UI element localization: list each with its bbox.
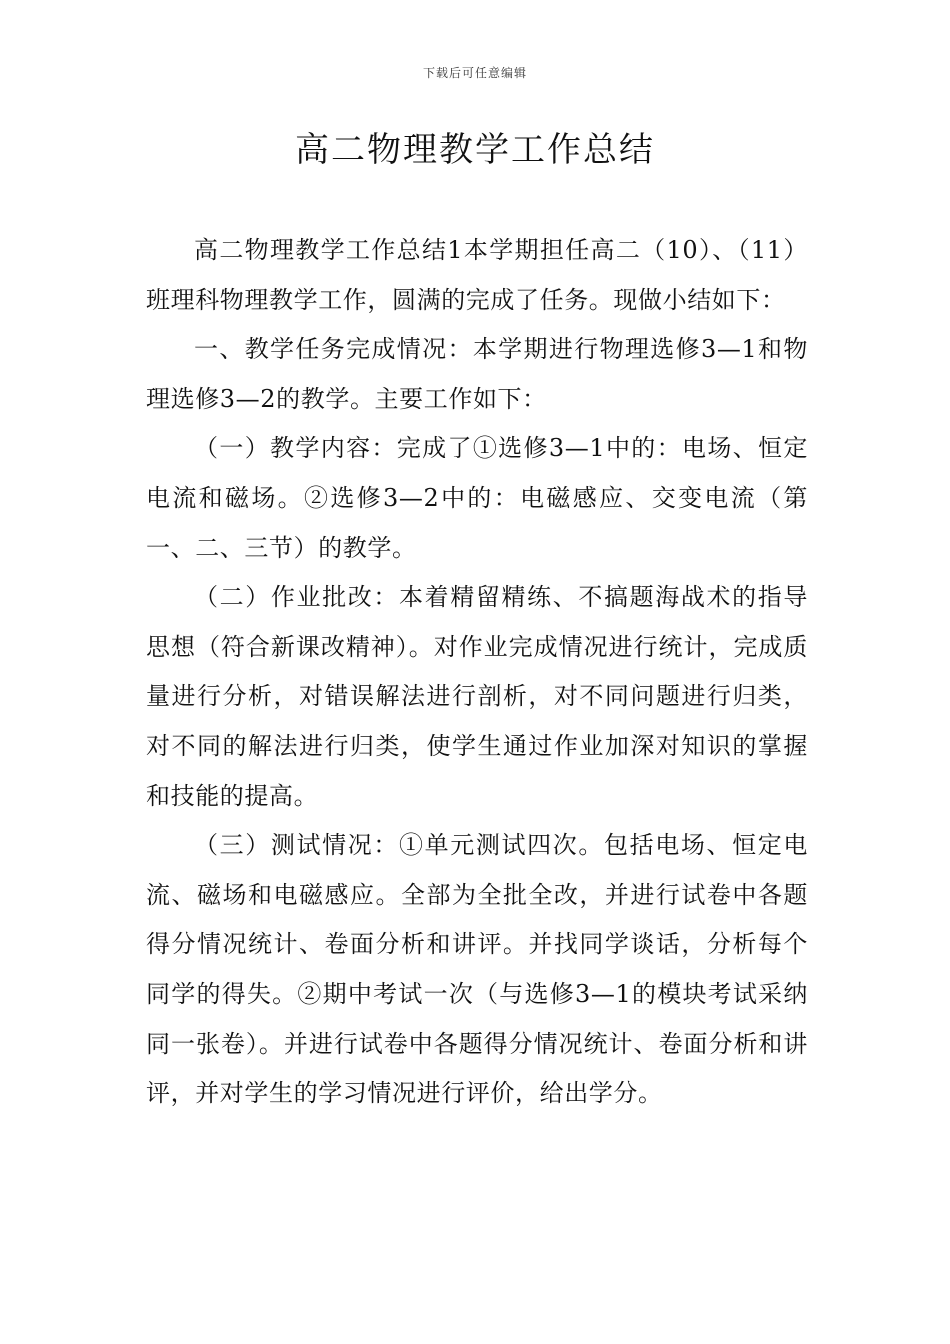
header-note: 下载后可任意编辑 <box>422 66 527 80</box>
document-body <box>146 226 808 1119</box>
paragraph-section-1: 一、教学任务完成情况：本学期进行物理选修3—1和物理选修3—2的教学。主要工作如下： <box>146 335 808 413</box>
paragraph-teaching-content: （一）教学内容：完成了①选修3—1中的：电场、恒定电流和磁场。②选修3—2中的：电磁感应、交变电流（第一、二、三节）的教学。 <box>146 434 808 562</box>
document-title: 高二物理教学工作总结 <box>295 130 655 170</box>
paragraph-testing: （三）测试情况：①单元测试四次。包括电场、恒定电流、磁场和电磁感应。全部为全批全改，并进行试卷中各题得分情况统计、卷面分析和讲评。并找同学谈话，分析每个同学的得失。②期中考试一次（与选修3—1的模块考试采纳同一张卷）。并进行试卷中各题得分情况统计、卷面分析和讲评，并对学生的学习情况进行评价，给出学分。 <box>146 831 808 1108</box>
paragraph-homework-grading: （二）作业批改：本着精留精练、不搞题海战术的指导思想（符合新课改精神）。对作业完成情况进行统计，完成质量进行分析，对错误解法进行剖析，对不同问题进行归类，对不同的解法进行归类，使学生通过作业加深对知识的掌握和技能的提高。 <box>146 583 808 810</box>
paragraph-intro: 高二物理教学工作总结1本学期担任高二（10）、（11）班理科物理教学工作，圆满的完成了任务。现做小结如下： <box>146 236 808 314</box>
